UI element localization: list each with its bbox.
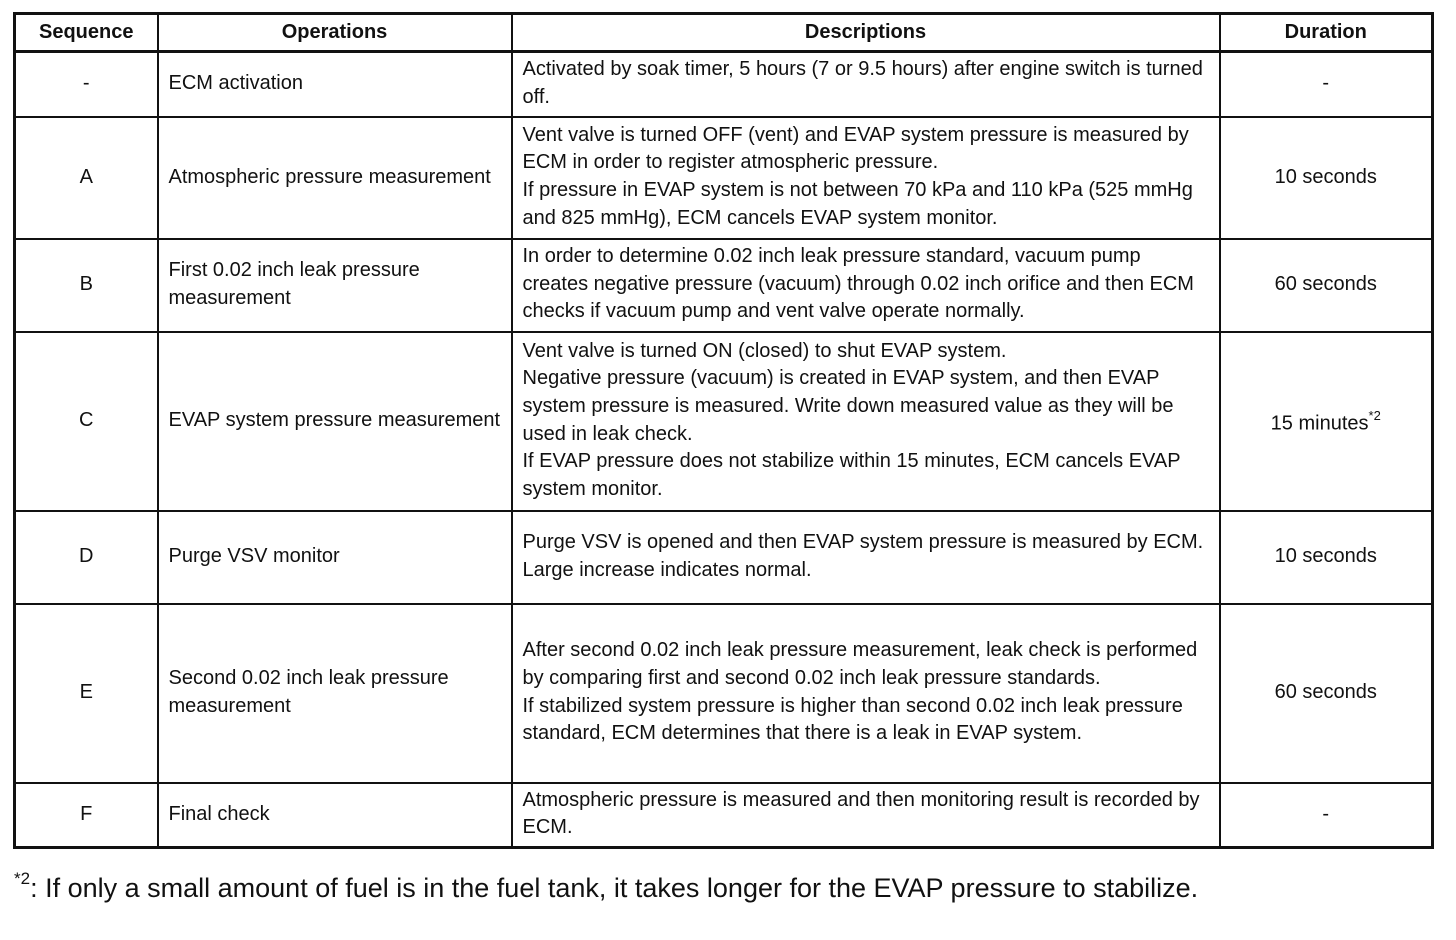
cell-duration: [1220, 52, 1433, 117]
cell-operation: ECM activation: [158, 52, 512, 117]
description-paragraph: Activated by soak timer, 5 hours (7 or 9.5 hours) after engine switch is turned off.: [522, 58, 1203, 108]
cell-operation: Final check: [158, 783, 512, 848]
table-row: [15, 604, 1433, 783]
duration-value: -: [1322, 72, 1330, 95]
description-paragraph: Negative pressure (vacuum) is created in EVAP system, and then EVAP system pressure is measured. Write down measured value as they will be used in leak check.: [522, 367, 1174, 445]
description-paragraph: Atmospheric pressure is measured and then monitoring result is recorded by ECM.: [522, 788, 1200, 839]
cell-description: [512, 511, 1220, 604]
table-row: [15, 783, 1433, 848]
duration-value: 60 seconds: [1274, 681, 1377, 704]
cell-sequence: C: [15, 332, 158, 511]
description-paragraph: If stabilized system pressure is higher than second 0.02 inch leak pressure standard, ECM determines that there is a leak in EVAP system.: [522, 694, 1183, 745]
header-sequence: Sequence: [15, 14, 158, 52]
footnote-text: : If only a small amount of fuel is in the fuel tank, it takes longer for the EVAP pressure to stabilize.: [30, 873, 1199, 903]
cell-duration: [1220, 239, 1433, 332]
cell-operation: First 0.02 inch leak pressure measurement: [158, 239, 512, 332]
duration-value: 10 seconds: [1274, 165, 1377, 188]
duration-value: -: [1322, 802, 1330, 825]
cell-sequence: E: [15, 604, 158, 783]
cell-description: [512, 783, 1220, 848]
cell-duration: [1220, 117, 1433, 239]
description-paragraph: After second 0.02 inch leak pressure measurement, leak check is performed by comparing first and second 0.02 inch leak pressure standards.: [522, 639, 1198, 689]
description-paragraph: Large increase indicates normal.: [522, 558, 812, 581]
cell-duration: [1220, 604, 1433, 783]
header-operations: Operations: [158, 14, 512, 52]
cell-description: [512, 604, 1220, 783]
duration-value: 10 seconds: [1274, 545, 1377, 568]
cell-duration: [1220, 332, 1433, 511]
duration-footnote-marker: *2: [1368, 407, 1381, 423]
duration-value: 15 minutes: [1270, 412, 1369, 435]
description-paragraph: Vent valve is turned ON (closed) to shut EVAP system.: [522, 339, 1007, 362]
cell-operation: Purge VSV monitor: [158, 511, 512, 604]
cell-operation: EVAP system pressure measurement: [158, 332, 512, 511]
evap-monitor-sequence-table-container: [13, 12, 1431, 849]
table-row: [15, 511, 1433, 604]
cell-description: [512, 332, 1220, 511]
table-row: [15, 52, 1433, 117]
footnote-marker: *2: [14, 869, 31, 888]
description-paragraph: Purge VSV is opened and then EVAP system pressure is measured by ECM.: [522, 530, 1204, 553]
cell-description: [512, 52, 1220, 117]
table-header: [15, 14, 1433, 52]
cell-description: [512, 117, 1220, 239]
description-paragraph: If pressure in EVAP system is not between 70 kPa and 110 kPa (525 mmHg and 825 mmHg), ECM cancels EVAP system monitor.: [522, 179, 1193, 229]
header-descriptions: Descriptions: [512, 14, 1220, 52]
table-body: [15, 52, 1433, 848]
cell-operation: Second 0.02 inch leak pressure measurement: [158, 604, 512, 783]
cell-sequence: D: [15, 511, 158, 604]
evap-monitor-sequence-table: [13, 12, 1434, 849]
description-paragraph: Vent valve is turned OFF (vent) and EVAP system pressure is measured by ECM in order to register atmospheric pressure.: [522, 123, 1189, 174]
cell-sequence: B: [15, 239, 158, 332]
description-paragraph: If EVAP pressure does not stabilize within 15 minutes, ECM cancels EVAP system monitor.: [522, 450, 1181, 500]
table-row: [15, 117, 1433, 239]
cell-sequence: F: [15, 783, 158, 848]
header-duration: Duration: [1220, 14, 1433, 52]
table-row: [15, 239, 1433, 332]
cell-sequence: -: [15, 52, 158, 117]
cell-description: [512, 239, 1220, 332]
cell-operation: Atmospheric pressure measurement: [158, 117, 512, 239]
table-row: [15, 332, 1433, 511]
cell-duration: [1220, 511, 1433, 604]
footnote: [14, 869, 1199, 904]
description-paragraph: In order to determine 0.02 inch leak pressure standard, vacuum pump creates negative pressure (vacuum) through 0.02 inch orifice and then ECM checks if vacuum pump and vent valve operate normally.: [522, 245, 1194, 323]
cell-duration: [1220, 783, 1433, 848]
table-header-row: [15, 14, 1433, 52]
duration-value: 60 seconds: [1274, 273, 1377, 296]
cell-sequence: A: [15, 117, 158, 239]
